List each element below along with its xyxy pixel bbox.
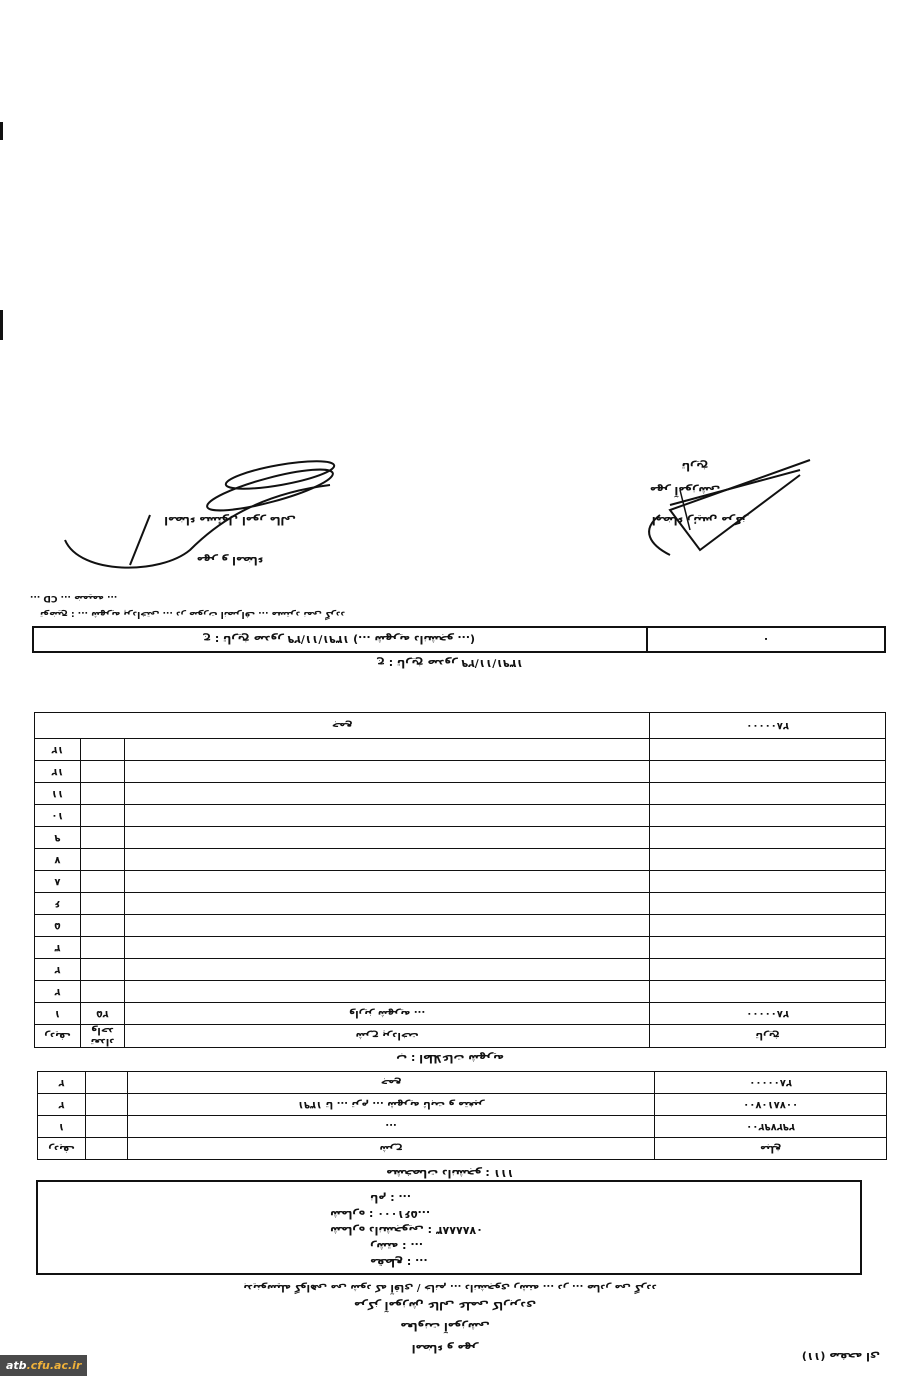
payments-table (34, 712, 886, 1048)
table-row: ۲ ۱۳۹۱ تا ... ترم ... شهریه ثابت و متغیر ۰۰۷۸۱۰۷۰۰ (38, 1094, 887, 1116)
signature-scribble-1 (50, 445, 370, 585)
page-label: (۱۱) صفحه ای (801, 1350, 880, 1363)
student-info-box (36, 1180, 862, 1275)
table-row: ۱ ... ۲۹۲۷۹۲۰۰ (38, 1116, 887, 1138)
info-field-student-id: شماره دانشجویی : ۰۷۸۸۸۸۳ (330, 1224, 483, 1237)
table-row: ۱۲ (35, 761, 886, 783)
table-row: ۲ (35, 959, 886, 981)
info-field-study-level: مقطع : ... (370, 1256, 428, 1269)
table-row: ۸ (35, 871, 886, 893)
signature-label-3: امضاء رئیس مرکز (651, 514, 749, 527)
footnote-line-1: توضیح : ... شهریه پرداختی ... در صورت انصراف ... مسترد نمی گردد (40, 609, 346, 619)
table-row: ۱۱ (35, 783, 886, 805)
table-row: ۱۲ (35, 739, 886, 761)
summary-box (32, 626, 886, 653)
signature-label-2: مهر و امضاء (196, 554, 264, 567)
table-row: ۷ (35, 849, 886, 871)
header-line-2: بدینوسیله گواهی می شود که آقای / خانم ... دانشجوی رشته ... در ... صادر می گردد (243, 1282, 657, 1293)
table-row: ۶ (35, 893, 886, 915)
header-line-5: امضاء و مهر (411, 1342, 479, 1355)
watermark: atb.cfu.ac.ir (0, 1355, 87, 1376)
table-row: ۱ ۲۵ واریز شهریه ... ۲۸۰۰۰۰۰ (35, 1003, 886, 1025)
info-field-major: رشته : ... (370, 1240, 423, 1253)
info-field-number: شماره : ۵۶۱۰۰۰... (330, 1208, 431, 1221)
signature-label-1: امضاء مسئول امور مالی (164, 514, 296, 527)
scan-mark (0, 310, 3, 340)
table-row: ۹ (35, 827, 886, 849)
signature-label-5: تاریخ (681, 460, 709, 473)
header-line-3: مرکز آموزش عالی علمی کاربردی (353, 1299, 537, 1312)
date-line: ج : تاریخ صدور ۱۳۹۱/۱۱/۲۹ (376, 657, 524, 670)
summary-left: ج : تاریخ صدور ۱۳۹۱/۱۱/۲۹ (... شهریه دانشجو ...) (203, 633, 475, 646)
summary-right: ۰ (762, 633, 770, 646)
fees-table (37, 1071, 887, 1160)
table-row: جمع ۲۸۰۰۰۰۰ (35, 713, 886, 739)
section-title-fees: ب : اطلاعات شهریه (396, 1052, 504, 1065)
header-line-4: معاونت آموزشی (400, 1320, 490, 1333)
info-field-name: نام : ... (370, 1192, 411, 1205)
table-row: ردیف تعداد واحد شرح پرداخت تاریخ (35, 1025, 886, 1048)
table-row: ۲ جمع ۲۸۰۰۰۰۰ (38, 1072, 887, 1094)
table-row: ۳ (35, 937, 886, 959)
table-row: ۲ (35, 981, 886, 1003)
signature-scribble-2 (570, 440, 820, 570)
table-row: ۵ (35, 915, 886, 937)
scan-mark (0, 122, 3, 140)
info-box-title: مشخصات دانشجو : ۱۱۱ (386, 1167, 514, 1180)
footnote-line-2: ... CD ... ضمیمه ... (30, 593, 118, 603)
table-row: ۱۰ (35, 805, 886, 827)
table-row: ردیف شرح مبلغ (38, 1138, 887, 1160)
signature-label-4: مهر آموزشی (649, 484, 721, 497)
